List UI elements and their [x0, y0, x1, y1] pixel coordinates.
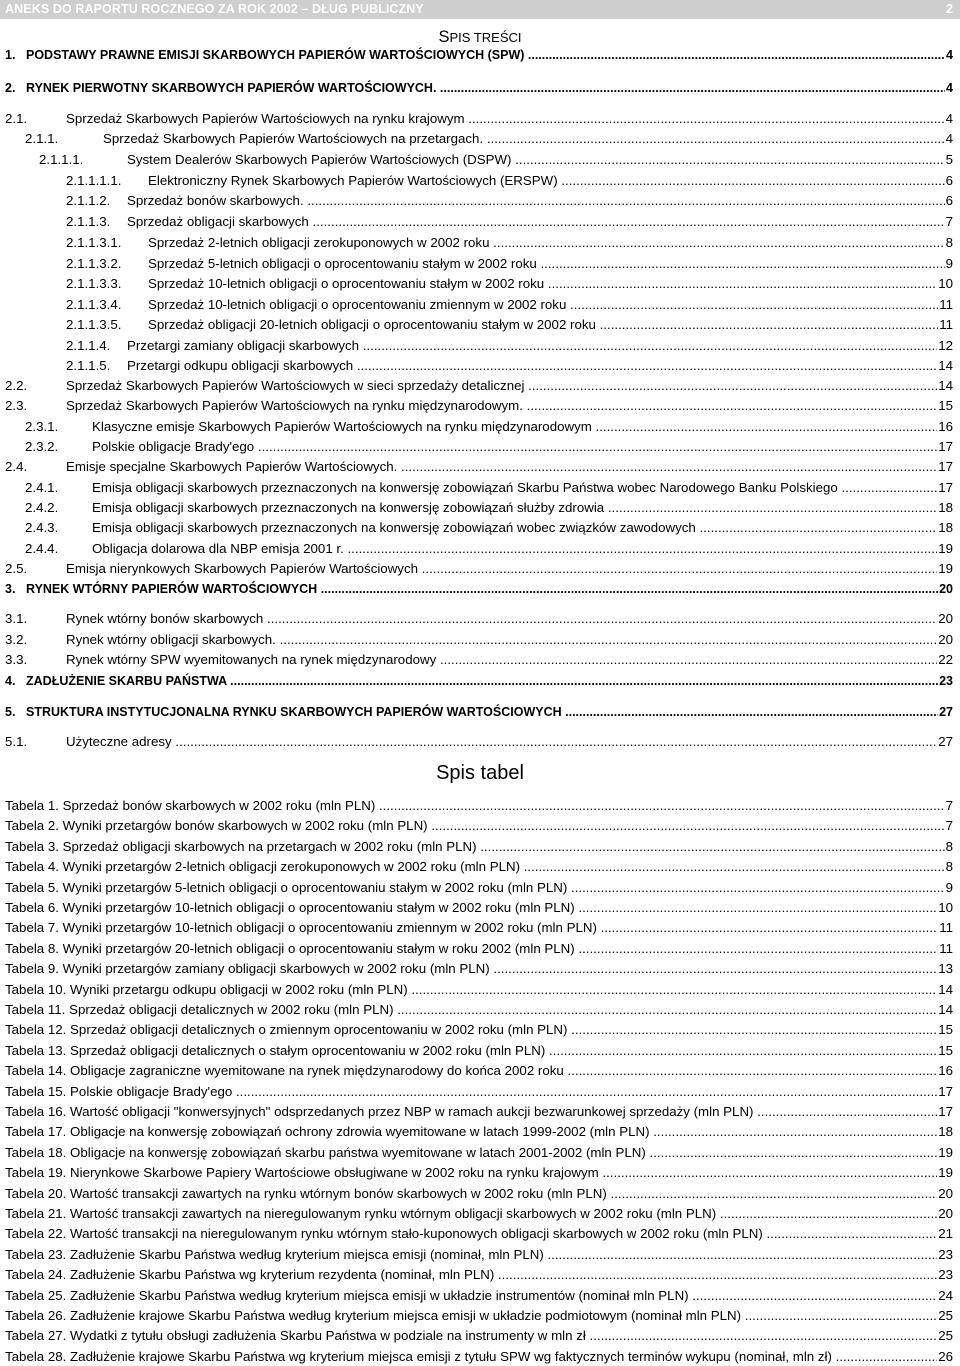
toc-entry-text: Sprzedaż Skarbowych Papierów Wartościowych na rynku międzynarodowym. .....: [66, 397, 937, 415]
toc-entry-text: Sprzedaż Skarbowych Papierów Wartościowych na rynku krajowym .....: [66, 110, 945, 128]
toc-entry-number: 2.1.1.3.4.: [66, 297, 122, 312]
table-list-entry[interactable]: [5, 1225, 953, 1243]
table-list-entry-text: Tabela 6. Wyniki przetargów 10-letnich obligacji o oprocentowaniu stałym w 2002 roku (mln PLN) .....: [5, 899, 937, 917]
table-list-entry[interactable]: [5, 838, 953, 856]
toc-entry-text: Polskie obligacje Brady'ego .....: [92, 438, 937, 456]
toc-entry[interactable]: [25, 519, 953, 537]
toc-entry-text: System Dealerów Skarbowych Papierów Wartościowych (DSPW) .....: [127, 151, 945, 169]
table-list-entry-text: Tabela 12. Sprzedaż obligacji detalicznych o zmiennym oprocentowaniu w 2002 roku (mln PLN) .....: [5, 1021, 937, 1039]
table-list-entry-page: 18: [938, 1124, 953, 1140]
table-list-entry[interactable]: [5, 1103, 953, 1121]
toc-entry-number: 3.2.: [5, 632, 28, 647]
toc-entry-number: 2.1.1.3.: [66, 214, 111, 229]
toc-entry[interactable]: [66, 213, 953, 231]
table-list-entry[interactable]: [5, 1246, 953, 1264]
table-list-entry-text: Tabela 10. Wyniki przetargu odkupu obligacji w 2002 roku (mln PLN) .....: [5, 981, 937, 999]
toc-entry-number: 2.5.: [5, 561, 28, 576]
table-list-entry-text: Tabela 7. Wyniki przetargów 10-letnich obligacji o oprocentowaniu zmiennym w 2002 roku (mln PLN) .....: [5, 919, 938, 937]
table-list-entry-page: 19: [938, 1165, 953, 1181]
toc-entry-number: 2.1.1.2.: [66, 193, 111, 208]
toc-entry-page: 19: [938, 561, 953, 576]
table-list-entry-text: Tabela 28. Zadłużenie krajowe Skarbu Państwa wg kryterium miejsca emisji z tytułu SPW wg faktycznych terminów wykupu (nominał, mln zł) .....: [5, 1348, 937, 1366]
table-list-entry-text: Tabela 15. Polskie obligacje Brady'ego .....: [5, 1083, 937, 1101]
table-list-entry-text: Tabela 17. Obligacje na konwersję zobowiązań ochrony zdrowia wyemitowane w latach 1999-2002 (mln PLN) .....: [5, 1123, 937, 1141]
toc-entry-page: 9: [945, 256, 953, 271]
toc-entry[interactable]: [66, 296, 953, 314]
table-list-entry[interactable]: [5, 1062, 953, 1080]
toc-entry-page: 20: [938, 611, 953, 626]
table-list-entry-text: Tabela 16. Wartość obligacji "konwersyjnych" odsprzedanych przez NBP w ramach aukcji bezwarunkowej sprzedaży (mln PLN) .....: [5, 1103, 937, 1121]
header-title: ANEKS DO RAPORTU ROCZNEGO ZA ROK 2002 – DŁUG PUBLICZNY: [5, 2, 424, 16]
table-list-entry-page: 7: [945, 798, 953, 813]
toc-entry[interactable]: [25, 418, 953, 436]
table-list-entry-text: Tabela 24. Zadłużenie Skarbu Państwa wg kryterium rezydenta (nominał, mln PLN) .....: [5, 1266, 937, 1284]
toc-entry-number: 2.1.1.1.: [39, 152, 84, 167]
toc-entry-page: 14: [938, 378, 953, 393]
toc-entry-page: 4: [946, 81, 953, 95]
toc-entry-number: 4.: [5, 674, 16, 688]
toc-entry-text: Przetargi odkupu obligacji skarbowych .....: [127, 357, 937, 375]
table-list-entry-page: 24: [938, 1287, 953, 1303]
table-list-entry-text: Tabela 1. Sprzedaż bonów skarbowych w 2002 roku (mln PLN) .....: [5, 797, 945, 815]
toc-entry-page: 17: [938, 439, 953, 454]
toc-entry-number: 2.1.1.5.: [66, 358, 111, 373]
table-list-entry-page: 23: [938, 1267, 953, 1283]
toc-entry[interactable]: [5, 703, 953, 721]
toc-entry-page: 4: [946, 48, 953, 62]
toc-entry-number: 5.: [5, 705, 16, 719]
table-list-entry-text: Tabela 22. Wartość transakcji na nieregulowanym rynku wtórnym stało-kuponowych obligacji skarbowych w 2002 roku (mln PLN) .....: [5, 1225, 937, 1243]
toc-entry[interactable]: [66, 234, 953, 252]
table-list-entry-page: 25: [938, 1328, 953, 1344]
toc-entry[interactable]: [5, 610, 953, 628]
toc-entry[interactable]: [5, 458, 953, 476]
toc-entry[interactable]: [5, 79, 953, 97]
toc-entry-number: 2.1.1.3.5.: [66, 317, 122, 332]
toc-entry-number: 2.1.1.: [25, 131, 59, 146]
tables-title: Spis tabel: [436, 762, 524, 784]
toc-entry-page: 11: [939, 297, 953, 312]
toc-entry-number: 2.1.1.1.1.: [66, 173, 122, 188]
toc-entry[interactable]: [66, 316, 953, 334]
toc-entry[interactable]: [66, 357, 953, 375]
toc-entry-number: 2.4.4.: [25, 541, 59, 556]
table-list-entry[interactable]: [5, 1144, 953, 1162]
toc-entry-text: Przetargi zamiany obligacji skarbowych .....: [127, 337, 937, 355]
table-list-entry[interactable]: [5, 1021, 953, 1039]
toc-entry-page: 7: [945, 214, 953, 229]
table-list-entry[interactable]: [5, 817, 953, 835]
toc-entry-number: 2.1.: [5, 111, 28, 126]
toc-entry[interactable]: [5, 560, 953, 578]
toc-entry-page: 23: [939, 674, 953, 688]
toc-entry-number: 2.3.: [5, 398, 28, 413]
toc-entry-text: Emisje specjalne Skarbowych Papierów Wartościowych. .....: [66, 458, 937, 476]
table-list-entry-page: 17: [938, 1083, 953, 1099]
toc-entry[interactable]: [5, 672, 953, 690]
toc-entry-text: Użyteczne adresy .....: [66, 733, 937, 751]
toc-entry-text: Obligacja dolarowa dla NBP emisja 2001 r. .....: [92, 540, 937, 558]
table-list-entry-text: Tabela 3. Sprzedaż obligacji skarbowych na przetargach w 2002 roku (mln PLN) .....: [5, 838, 945, 856]
table-list-entry[interactable]: [5, 1083, 953, 1101]
toc-title: [0, 28, 960, 47]
toc-entry-number: 2.4.3.: [25, 520, 59, 535]
table-list-entry-page: 14: [938, 981, 953, 997]
table-list-entry[interactable]: [5, 1001, 953, 1019]
table-list-entry-text: Tabela 5. Wyniki przetargów 5-letnich obligacji o oprocentowaniu stałym w 2002 roku (mln PLN) .....: [5, 879, 945, 897]
toc-entry-page: 12: [938, 338, 953, 353]
toc-entry-text: Elektroniczny Rynek Skarbowych Papierów Wartościowych (ERSPW) .....: [148, 172, 945, 190]
table-list-entry[interactable]: [5, 1266, 953, 1284]
table-list-entry-page: 19: [938, 1144, 953, 1160]
toc-entry-page: 11: [939, 317, 953, 332]
toc-entry-text: Klasyczne emisje Skarbowych Papierów Wartościowych na rynku międzynarodowym .....: [92, 418, 937, 436]
toc-entry-text: ZADŁUŻENIE SKARBU PAŃSTWA .....: [26, 672, 938, 690]
table-list-entry[interactable]: [5, 1287, 953, 1305]
toc-entry-text: Sprzedaż obligacji skarbowych .....: [127, 213, 945, 231]
table-list-entry-page: 11: [939, 920, 953, 936]
toc-entry-number: 2.4.1.: [25, 480, 59, 495]
toc-entry[interactable]: [25, 499, 953, 517]
toc-entry-text: Sprzedaż bonów skarbowych. .....: [127, 192, 945, 210]
toc-entry[interactable]: [5, 46, 953, 64]
table-list-entry[interactable]: [5, 797, 953, 815]
table-list-entry[interactable]: [5, 1185, 953, 1203]
table-list-entry[interactable]: [5, 1348, 953, 1366]
table-list-entry[interactable]: [5, 940, 953, 958]
toc-entry[interactable]: [5, 733, 953, 751]
table-list-entry-page: 14: [938, 1002, 953, 1017]
toc-entry[interactable]: [66, 337, 953, 355]
table-list-entry[interactable]: [5, 919, 953, 937]
toc-title-cap: S: [438, 28, 450, 46]
toc-entry-page: 27: [938, 734, 953, 749]
table-list-entry[interactable]: [5, 1307, 953, 1325]
toc-entry-number: 2.1.1.4.: [66, 338, 111, 353]
table-list-entry-page: 8: [945, 859, 953, 875]
toc-entry-number: 2.2.: [5, 378, 28, 393]
toc-entry-page: 20: [939, 582, 953, 596]
toc-entry-page: 14: [938, 358, 953, 373]
toc-entry[interactable]: [66, 172, 953, 190]
toc-entry-page: 17: [938, 459, 953, 474]
toc-entry[interactable]: [66, 192, 953, 210]
toc-entry-page: 4: [945, 131, 953, 146]
toc-entry[interactable]: [5, 631, 953, 649]
table-list-entry-text: Tabela 23. Zadłużenie Skarbu Państwa według kryterium miejsca emisji (nominał, mln PLN) .....: [5, 1246, 937, 1264]
toc-entry-text: Emisja obligacji skarbowych przeznaczonych na konwersję zobowiązań służby zdrowia .....: [92, 499, 937, 517]
table-list-entry[interactable]: [5, 1123, 953, 1141]
toc-entry-number: 3.: [5, 582, 16, 596]
toc-entry-page: 20: [938, 632, 953, 647]
toc-entry-number: 1.: [5, 48, 16, 62]
table-list-entry-page: 10: [938, 900, 953, 915]
table-list-entry-text: Tabela 25. Zadłużenie Skarbu Państwa według kryterium miejsca emisji w układzie instrumentów (nominał mln PLN) .....: [5, 1287, 937, 1305]
table-list-entry-page: 17: [938, 1104, 953, 1119]
table-list-entry-page: 26: [938, 1348, 953, 1364]
table-list-entry[interactable]: [5, 1042, 953, 1060]
table-list-entry-text: Tabela 21. Wartość transakcji zawartych na nieregulowanym rynku wtórnym obligacji skarbowych w 2002 roku (mln PLN) .....: [5, 1205, 937, 1223]
table-list-entry-page: 23: [938, 1246, 953, 1262]
toc-entry-page: 18: [938, 520, 953, 535]
toc-entry[interactable]: [5, 651, 953, 669]
table-list-entry-page: 20: [938, 1206, 953, 1221]
table-list-entry[interactable]: [5, 1327, 953, 1345]
table-list-entry[interactable]: [5, 879, 953, 897]
table-list-entry[interactable]: [5, 981, 953, 999]
table-list-entry-text: Tabela 26. Zadłużenie krajowe Skarbu Państwa według kryterium miejsca emisji w układzie podmiotowym (nominał mln PLN) .....: [5, 1307, 937, 1325]
table-list-entry-text: Tabela 9. Wyniki przetargów zamiany obligacji skarbowych w 2002 roku (mln PLN) .....: [5, 960, 937, 978]
toc-entry-number: 2.3.1.: [25, 419, 59, 434]
toc-title-rest: PIS TREŚCI: [449, 30, 522, 45]
toc-entry-text: RYNEK WTÓRNY PAPIERÓW WARTOŚCIOWYCH .....: [26, 580, 938, 598]
toc-entry[interactable]: [66, 255, 953, 273]
table-list-entry-page: 25: [938, 1308, 953, 1323]
toc-entry-text: Sprzedaż Skarbowych Papierów Wartościowych na przetargach. .....: [103, 130, 945, 148]
toc-entry-text: Sprzedaż 5-letnich obligacji o oprocentowaniu stałym w 2002 roku .....: [148, 255, 945, 273]
toc-entry-page: 6: [945, 173, 953, 188]
toc-entry-text: Sprzedaż obligacji 20-letnich obligacji o oprocentowaniu stałym w 2002 roku .....: [148, 316, 938, 334]
toc-entry-text: Emisja obligacji skarbowych przeznaczonych na konwersję zobowiązań wobec związków zawodowych .....: [92, 519, 937, 537]
table-list-entry[interactable]: [5, 858, 953, 876]
toc-entry-page: 10: [938, 276, 953, 291]
table-list-entry-page: 15: [938, 1022, 953, 1038]
table-list-entry-page: 11: [939, 940, 953, 956]
table-list-entry-text: Tabela 18. Obligacje na konwersję zobowiązań skarbu państwa wyemitowane w latach 2001-2002 (mln PLN) .....: [5, 1144, 937, 1162]
toc-entry-page: 8: [945, 235, 953, 250]
toc-entry-text: Rynek wtórny bonów skarbowych .....: [66, 610, 937, 628]
toc-entry-text: Emisja nierynkowych Skarbowych Papierów Wartościowych .....: [66, 560, 937, 578]
table-list-entry-text: Tabela 27. Wydatki z tytułu obsługi zadłużenia Skarbu Państwa w podziale na instrumenty w mln zł .....: [5, 1327, 937, 1345]
table-list-entry[interactable]: [5, 1205, 953, 1223]
table-list-entry[interactable]: [5, 960, 953, 978]
toc-entry[interactable]: [25, 130, 953, 148]
toc-entry[interactable]: [39, 151, 953, 169]
toc-entry-text: Emisja obligacji skarbowych przeznaczonych na konwersję zobowiązań Skarbu Państwa wobec Narodowego Banku Polskiego .....: [92, 479, 937, 497]
toc-entry-page: 16: [938, 419, 953, 434]
toc-entry[interactable]: [5, 397, 953, 415]
table-list-entry-text: Tabela 11. Sprzedaż obligacji detalicznych w 2002 roku (mln PLN) .....: [5, 1001, 937, 1019]
toc-entry-page: 6: [945, 193, 953, 208]
toc-entry-text: Rynek wtórny obligacji skarbowych. .....: [66, 631, 937, 649]
table-list-entry-page: 15: [938, 1042, 953, 1058]
toc-entry-number: 2.1.1.3.1.: [66, 235, 122, 250]
toc-entry-number: 2.4.2.: [25, 500, 59, 515]
toc-entry[interactable]: [5, 377, 953, 395]
toc-entry-page: 17: [938, 480, 953, 495]
toc-entry-text: RYNEK PIERWOTNY SKARBOWYCH PAPIERÓW WARTOŚCIOWYCH. .....: [26, 79, 945, 97]
toc-entry-page: 4: [945, 111, 953, 126]
table-list-entry-page: 9: [945, 879, 953, 895]
table-list-entry-text: Tabela 13. Sprzedaż obligacji detalicznych o stałym oprocentowaniu w 2002 roku (mln PLN) .....: [5, 1042, 937, 1060]
table-list-entry[interactable]: [5, 899, 953, 917]
toc-entry-number: 2.1.1.3.2.: [66, 256, 122, 271]
table-list-entry-text: Tabela 20. Wartość transakcji zawartych na rynku wtórnym bonów skarbowych w 2002 roku (mln PLN) .....: [5, 1185, 937, 1203]
table-list-entry-page: 21: [938, 1226, 953, 1242]
table-list-entry-text: Tabela 19. Nierynkowe Skarbowe Papiery Wartościowe obsługiwane w 2002 roku na rynku krajowym .....: [5, 1164, 937, 1182]
toc-entry-page: 27: [939, 705, 953, 719]
toc-entry-text: Rynek wtórny SPW wyemitowanych na rynek międzynarodowy .....: [66, 651, 937, 669]
toc-entry-number: 2.3.2.: [25, 439, 59, 454]
table-list-entry-text: Tabela 8. Wyniki przetargów 20-letnich obligacji o oprocentowaniu stałym w roku 2002 (mln PLN) .....: [5, 940, 938, 958]
toc-entry-page: 15: [938, 398, 953, 413]
toc-entry-page: 22: [938, 652, 953, 667]
running-header: [0, 0, 960, 19]
toc-entry-number: 2.4.: [5, 459, 28, 474]
toc-entry[interactable]: [5, 580, 953, 598]
toc-entry-page: 18: [938, 500, 953, 515]
toc-entry-text: STRUKTURA INSTYTUCJONALNA RYNKU SKARBOWYCH PAPIERÓW WARTOŚCIOWYCH .....: [26, 703, 938, 721]
table-list-entry-text: Tabela 4. Wyniki przetargów 2-letnich obligacji zerokuponowych w 2002 roku (mln PLN) .....: [5, 858, 945, 876]
toc-entry-text: PODSTAWY PRAWNE EMISJI SKARBOWYCH PAPIERÓW WARTOŚCIOWYCH (SPW) .....: [26, 46, 945, 64]
table-list-entry-page: 7: [945, 818, 953, 834]
toc-entry[interactable]: [25, 540, 953, 558]
toc-entry-page: 19: [938, 541, 953, 556]
toc-entry[interactable]: [66, 275, 953, 293]
toc-entry[interactable]: [5, 110, 953, 128]
toc-entry-number: 2.: [5, 81, 16, 95]
toc-entry-number: 5.1.: [5, 734, 28, 749]
table-list-entry-page: 8: [945, 838, 953, 854]
toc-entry-text: Sprzedaż 2-letnich obligacji zerokuponowych w 2002 roku .....: [148, 234, 945, 252]
table-list-entry-page: 16: [938, 1063, 953, 1079]
table-list-entry[interactable]: [5, 1164, 953, 1182]
table-list-entry-page: 13: [938, 961, 953, 977]
toc-entry-number: 3.1.: [5, 611, 28, 626]
toc-entry-text: Sprzedaż Skarbowych Papierów Wartościowych w sieci sprzedaży detalicznej .....: [66, 377, 937, 395]
table-list-entry-page: 20: [938, 1185, 953, 1201]
toc-entry[interactable]: [25, 479, 953, 497]
toc-entry-number: 2.1.1.3.3.: [66, 276, 122, 291]
table-list-entry-text: Tabela 14. Obligacje zagraniczne wyemitowane na rynek międzynarodowy do końca 2002 roku .....: [5, 1062, 937, 1080]
toc-entry-text: Sprzedaż 10-letnich obligacji o oprocentowaniu zmiennym w 2002 roku .....: [148, 296, 938, 314]
toc-entry[interactable]: [25, 438, 953, 456]
toc-entry-page: 5: [945, 152, 953, 167]
toc-entry-text: Sprzedaż 10-letnich obligacji o oprocentowaniu stałym w 2002 roku .....: [148, 275, 937, 293]
toc-entry-number: 3.3.: [5, 652, 28, 667]
table-list-entry-text: Tabela 2. Wyniki przetargów bonów skarbowych w 2002 roku (mln PLN) .....: [5, 817, 945, 835]
header-page-number: 2: [946, 2, 953, 16]
